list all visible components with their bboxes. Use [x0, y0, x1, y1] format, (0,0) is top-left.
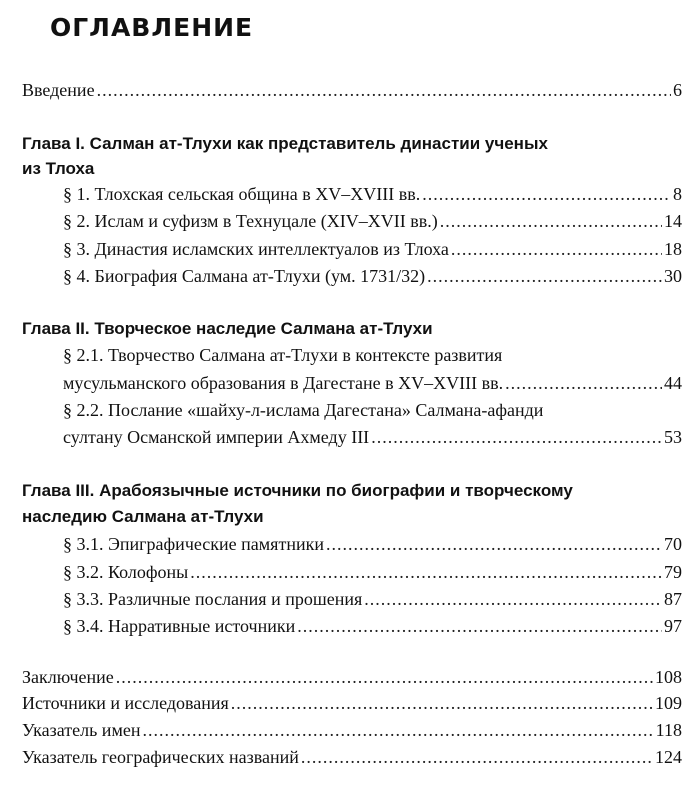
toc-entry-section-3-2[interactable]	[63, 560, 682, 585]
toc-page-number: 70	[664, 534, 682, 554]
page-title: ОГЛАВЛЕНИЕ	[50, 13, 254, 42]
toc-page-number: 124	[655, 747, 682, 767]
toc-entry-label: § 3.3. Различные послания и прошения	[63, 589, 363, 609]
toc-entry-label: § 2. Ислам и суфизм в Технуцале (XIV–XVII вв.)	[63, 211, 438, 231]
toc-entry-section-3-3[interactable]	[63, 587, 682, 612]
chapter-2-title[interactable]: Глава II. Творческое наследие Салмана ат-Тлухи	[22, 319, 433, 338]
toc-page-number: 109	[655, 693, 682, 713]
toc-page-number: 18	[664, 239, 682, 259]
toc-page-number: 6	[673, 80, 682, 100]
toc-entry-label: Указатель географических названий	[22, 747, 299, 767]
chapter-3-title-line1[interactable]: Глава III. Арабоязычные источники по биографии и творческому	[22, 481, 573, 500]
toc-entry-section-3[interactable]	[63, 237, 682, 262]
toc-entry-label: мусульманского образования в Дагестане в XV–XVIII вв.	[63, 373, 504, 393]
toc-entry-section-2-2-line1[interactable]: § 2.2. Послание «шайху-л-ислама Дагестана» Салмана-афанди	[63, 400, 544, 420]
chapter-1-title-line2[interactable]: из Тлоха	[22, 159, 95, 178]
toc-page-number: 44	[664, 373, 682, 393]
toc-page-number: 30	[664, 266, 682, 286]
toc-page-number: 53	[664, 427, 682, 447]
toc-page-number: 108	[655, 667, 682, 687]
toc-entry-label: султану Османской империи Ахмеду III	[63, 427, 370, 447]
toc-page-number: 79	[664, 562, 682, 582]
toc-entry-name-index[interactable]	[22, 718, 682, 743]
toc-page-number: 8	[673, 184, 682, 204]
toc-entry-label: § 1. Тлохская сельская община в XV–XVIII вв.	[63, 184, 421, 204]
toc-entry-label: § 3.2. Колофоны	[63, 562, 189, 582]
toc-entry-geo-index[interactable]	[22, 745, 682, 770]
toc-page-number: 118	[655, 720, 682, 740]
dot-leader	[422, 182, 671, 207]
toc-entry-section-2-1[interactable]	[63, 371, 682, 396]
dot-leader	[297, 614, 662, 639]
dot-leader	[190, 560, 662, 585]
dot-leader	[440, 209, 662, 234]
toc-entry-label: Введение	[22, 80, 95, 100]
chapter-1-title-line1[interactable]: Глава I. Салман ат-Тлухи как представитель династии ученых	[22, 134, 548, 153]
dot-leader	[116, 665, 653, 690]
toc-entry-section-2-2[interactable]	[63, 425, 682, 450]
toc-entry-introduction[interactable]	[22, 78, 682, 103]
toc-entry-section-3-1[interactable]	[63, 532, 682, 557]
toc-entry-sources[interactable]	[22, 691, 682, 716]
toc-page-number: 97	[664, 616, 682, 636]
toc-entry-label: § 4. Биография Салмана ат-Тлухи (ум. 1731/32)	[63, 266, 426, 286]
dot-leader	[505, 371, 662, 396]
toc-page-number: 14	[664, 211, 682, 231]
dot-leader	[231, 691, 653, 716]
toc-entry-section-2-1-line1[interactable]: § 2.1. Творчество Салмана ат-Тлухи в контексте развития	[63, 345, 503, 365]
toc-entry-section-3-4[interactable]	[63, 614, 682, 639]
dot-leader	[301, 745, 653, 770]
dot-leader	[427, 264, 662, 289]
dot-leader	[97, 78, 671, 103]
toc-page-number: 87	[664, 589, 682, 609]
toc-entry-label: Заключение	[22, 667, 114, 687]
dot-leader	[371, 425, 662, 450]
toc-entry-section-1[interactable]	[63, 182, 682, 207]
toc-entry-label: Указатель имен	[22, 720, 141, 740]
toc-entry-label: § 3. Династия исламских интеллектуалов из Тлоха	[63, 239, 449, 259]
toc-entry-section-2[interactable]	[63, 209, 682, 234]
toc-entry-label: § 3.1. Эпиграфические памятники	[63, 534, 324, 554]
toc-entry-section-4[interactable]	[63, 264, 682, 289]
chapter-3-title-line2[interactable]: наследию Салмана ат-Тлухи	[22, 507, 264, 526]
dot-leader	[142, 718, 653, 743]
dot-leader	[326, 532, 662, 557]
toc-entry-label: Источники и исследования	[22, 693, 229, 713]
toc-entry-conclusion[interactable]	[22, 665, 682, 690]
toc-entry-label: § 3.4. Нарративные источники	[63, 616, 296, 636]
dot-leader	[364, 587, 662, 612]
dot-leader	[451, 237, 662, 262]
